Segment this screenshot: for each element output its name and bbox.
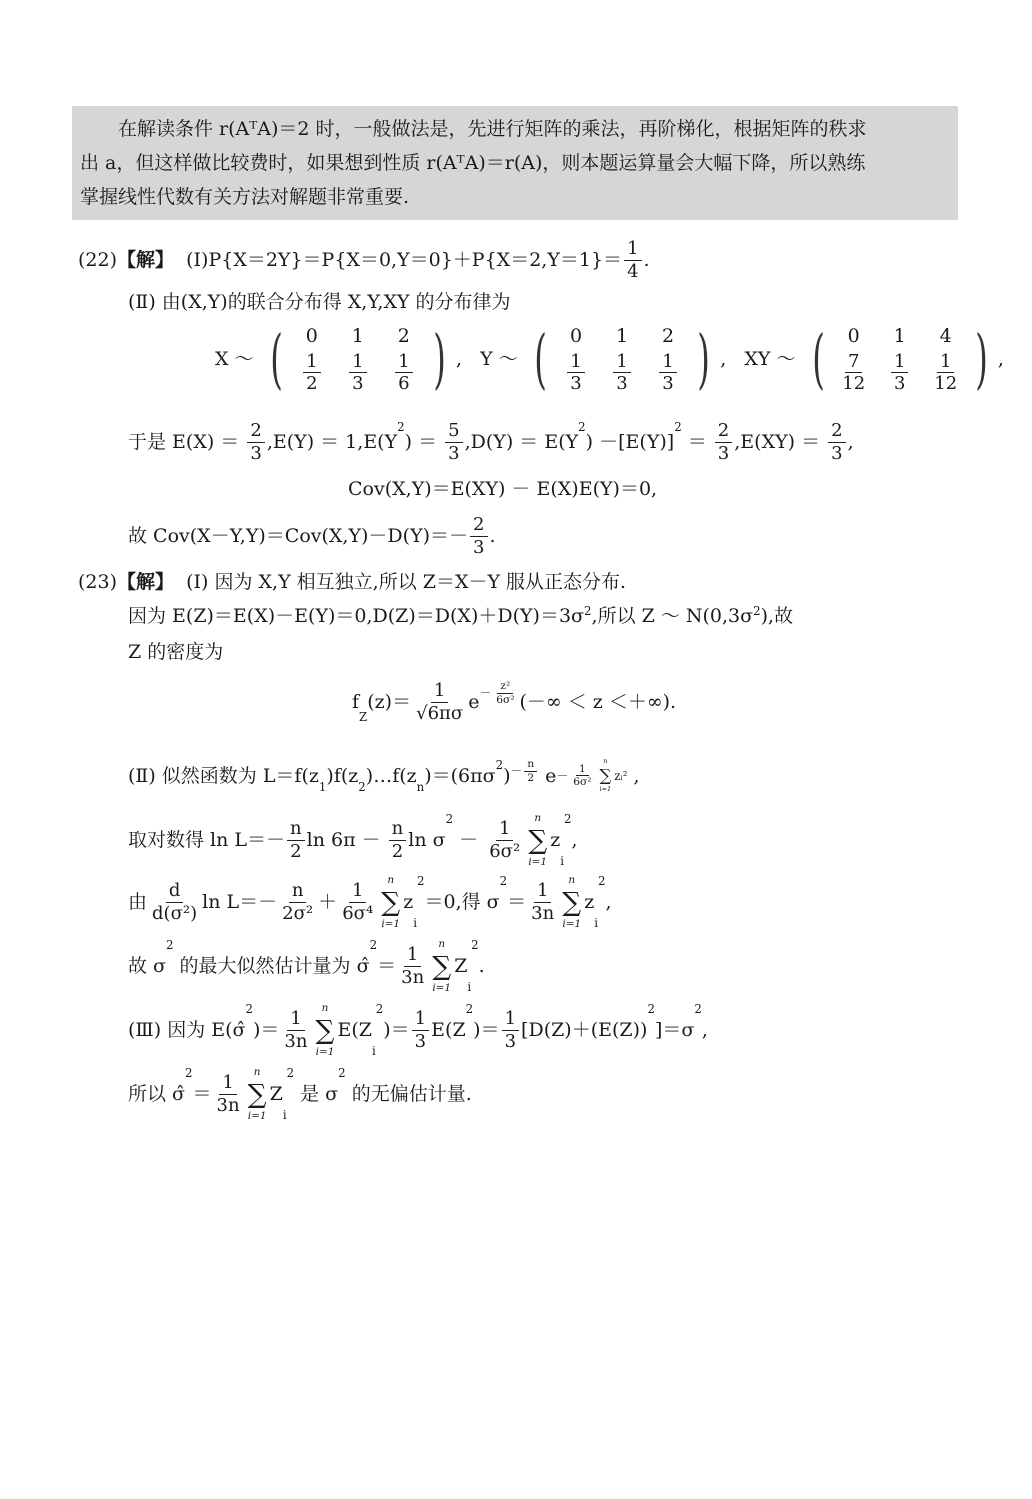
fraction bbox=[659, 351, 676, 395]
right-paren: ) bbox=[433, 322, 446, 397]
math-text: 4 bbox=[939, 325, 952, 348]
math-text: ＝ bbox=[507, 890, 527, 913]
sum-upper: n bbox=[387, 874, 395, 886]
fraction bbox=[412, 1008, 429, 1052]
math-text: ) ＝ bbox=[404, 430, 444, 453]
numerator: 5 bbox=[445, 420, 462, 443]
superscript bbox=[245, 1002, 253, 1016]
solution-label: 【解】 bbox=[117, 571, 175, 593]
math-text: 2 bbox=[166, 938, 174, 952]
math-text: [D(Z)＋(E(Z)) bbox=[521, 1018, 648, 1041]
superscript bbox=[376, 1002, 384, 1016]
summation bbox=[381, 874, 400, 930]
sum-upper: n bbox=[438, 938, 446, 950]
math-text: z bbox=[614, 768, 621, 783]
numerator: 1 bbox=[576, 763, 589, 777]
sigma-symbol: ∑ bbox=[432, 950, 452, 982]
left-paren: ( bbox=[811, 322, 825, 397]
math-text: . bbox=[478, 954, 485, 977]
math-text: ,E(Y) ＝ 1,E(Y bbox=[266, 430, 398, 453]
superscript bbox=[446, 812, 454, 826]
math-text: )＝ bbox=[252, 1018, 280, 1041]
math-text: ln L＝－ bbox=[202, 890, 278, 913]
fraction bbox=[624, 238, 641, 282]
fraction bbox=[891, 351, 908, 395]
fraction bbox=[389, 818, 407, 862]
math-text: － bbox=[479, 686, 492, 701]
solution-22-part2-intro bbox=[128, 290, 511, 315]
denominator: 3 bbox=[893, 373, 906, 395]
math-text: )＝(6πσ bbox=[424, 764, 496, 787]
math-text: ]＝σ bbox=[654, 1018, 695, 1041]
math-text: 2 bbox=[753, 604, 761, 618]
math-text: (Ⅲ) 因为 E(σ̂ bbox=[128, 1018, 246, 1041]
numerator: 1 bbox=[349, 351, 366, 374]
denominator: 6 bbox=[398, 373, 410, 395]
superscript bbox=[694, 1002, 702, 1016]
denominator: 3 bbox=[250, 442, 262, 464]
summation bbox=[599, 758, 611, 794]
subscript: i bbox=[282, 1108, 287, 1123]
summation bbox=[316, 1002, 335, 1058]
math-text: 2 bbox=[465, 1002, 474, 1016]
denominator: 6σ⁴ bbox=[342, 902, 374, 924]
sum-lower: i=1 bbox=[315, 1045, 335, 1058]
mle-line bbox=[128, 938, 485, 994]
right-paren: ) bbox=[697, 322, 710, 397]
denominator: 2σ² bbox=[282, 902, 314, 924]
remark-line: 在解读条件 r(AᵀA)＝2 时，一般做法是，先进行矩阵的乘法，再阶梯化，根据矩阵的秩求 bbox=[80, 118, 867, 140]
fraction bbox=[493, 680, 517, 706]
math-text: ln σ bbox=[408, 828, 446, 851]
superscript bbox=[479, 680, 519, 706]
numerator: 1 bbox=[613, 351, 630, 374]
math-text: 是 σ bbox=[294, 1082, 339, 1105]
sum-lower: i=1 bbox=[599, 784, 612, 793]
numerator: 1 bbox=[395, 351, 412, 374]
math-text: , bbox=[997, 348, 1004, 371]
sum-upper: n bbox=[603, 757, 608, 765]
math-text: 2 bbox=[397, 325, 410, 348]
fraction bbox=[214, 1072, 243, 1116]
math-text: 2 bbox=[647, 1002, 655, 1016]
fraction bbox=[486, 818, 523, 862]
sigma-symbol: ∑ bbox=[528, 824, 548, 856]
matrix-grid bbox=[553, 324, 691, 395]
superscript bbox=[500, 874, 508, 888]
fraction bbox=[398, 944, 427, 988]
superscript bbox=[584, 604, 592, 618]
numerator: 7 bbox=[845, 351, 862, 374]
math-text: － bbox=[556, 768, 569, 783]
numerator: 1 bbox=[287, 1008, 304, 1031]
math-text: 0 bbox=[305, 325, 318, 348]
superscript bbox=[647, 1002, 655, 1016]
denominator: 3 bbox=[352, 373, 364, 395]
math-text: － bbox=[510, 764, 523, 779]
denominator: 3n bbox=[284, 1030, 308, 1052]
math-text: (Ⅱ) 由(X,Y)的联合分布得 X,Y,XY 的分布律为 bbox=[128, 291, 511, 313]
likelihood-line bbox=[128, 758, 640, 794]
math-text: 因为 E(Z)＝E(X)－E(Y)＝0,D(Z)＝D(X)＋D(Y)＝3σ bbox=[128, 605, 585, 627]
math-text: 1 bbox=[893, 325, 906, 348]
subscript: i bbox=[467, 980, 472, 995]
math-text: ln 6π － bbox=[306, 828, 387, 851]
math-text: 1 bbox=[351, 325, 364, 348]
math-text: 的最大似然估计量为 σ̂ bbox=[173, 954, 370, 977]
math-text: － bbox=[453, 828, 485, 851]
denominator: 3 bbox=[570, 373, 582, 395]
math-text: 2 bbox=[495, 758, 504, 772]
fraction bbox=[828, 420, 845, 464]
math-text: 2 bbox=[578, 420, 586, 434]
superscript bbox=[338, 1066, 346, 1080]
covariance-line bbox=[348, 477, 657, 502]
math-text: 取对数得 ln L＝－ bbox=[128, 828, 286, 851]
denominator: 3 bbox=[831, 442, 843, 464]
remark-line: 出 a，但这样做比较费时，如果想到性质 r(AᵀA)＝r(A)，则本题运算量会大幅下降，所以熟练 bbox=[80, 152, 866, 174]
numerator: 1 bbox=[937, 351, 954, 374]
math-text: ,E(XY) ＝ bbox=[734, 430, 827, 453]
fraction bbox=[281, 1008, 310, 1052]
fraction bbox=[149, 880, 200, 924]
fraction bbox=[287, 818, 305, 862]
fraction bbox=[567, 351, 584, 395]
subscript: i bbox=[594, 916, 599, 931]
fraction bbox=[524, 758, 537, 784]
math-text: , bbox=[571, 828, 578, 851]
fraction bbox=[339, 880, 376, 924]
math-text: 2 bbox=[338, 1066, 346, 1080]
math-text: )＝ bbox=[473, 1018, 500, 1041]
math-text: , bbox=[701, 1018, 708, 1041]
math-text: , XY ～ bbox=[720, 348, 802, 371]
subscript: i bbox=[371, 1044, 376, 1059]
math-text: X ～ bbox=[215, 348, 260, 371]
math-text: 2 bbox=[245, 1002, 253, 1016]
denominator: 3 bbox=[662, 373, 674, 395]
denominator: √6πσ bbox=[416, 702, 464, 724]
superscript bbox=[753, 604, 761, 618]
numerator: d bbox=[166, 880, 184, 903]
numerator: 1 bbox=[502, 1008, 519, 1031]
superscript bbox=[166, 938, 174, 952]
sum-lower: i=1 bbox=[381, 917, 401, 930]
superscript bbox=[556, 758, 627, 794]
math-text: 2 bbox=[499, 874, 508, 888]
fraction bbox=[502, 1008, 519, 1052]
math-text: z bbox=[403, 890, 414, 913]
math-text: , Y ～ bbox=[456, 348, 524, 371]
math-text: , bbox=[627, 764, 640, 787]
sum-upper: n bbox=[534, 812, 542, 824]
denominator: d(σ²) bbox=[152, 902, 198, 924]
math-text: ᵢ² bbox=[620, 768, 628, 783]
math-text: 2 bbox=[445, 812, 454, 826]
math-text: z bbox=[584, 890, 595, 913]
math-text: 2 bbox=[694, 1002, 702, 1016]
superscript bbox=[598, 874, 606, 888]
denominator: 3 bbox=[473, 536, 485, 558]
denominator: 3n bbox=[216, 1094, 240, 1116]
math-text: e bbox=[539, 764, 557, 787]
numerator: 2 bbox=[715, 420, 732, 443]
denominator: 6σ² bbox=[496, 693, 515, 706]
summation bbox=[432, 938, 451, 994]
numerator: 2 bbox=[470, 514, 487, 537]
sigma-symbol: ∑ bbox=[599, 765, 612, 785]
denominator: 6σ² bbox=[573, 776, 592, 789]
math-text: (z)＝ bbox=[367, 690, 412, 713]
denominator: 3 bbox=[414, 1030, 427, 1052]
sum-upper: n bbox=[321, 1002, 329, 1014]
numerator: 1 bbox=[349, 880, 366, 903]
math-text: . bbox=[489, 524, 496, 547]
fraction bbox=[413, 680, 466, 724]
math-text: (Ⅰ) 因为 X,Y 相互独立,所以 Z＝X－Y 服从正态分布. bbox=[174, 571, 627, 593]
numerator: n bbox=[389, 818, 407, 841]
superscript bbox=[674, 420, 682, 434]
distribution-matrices bbox=[215, 324, 1004, 395]
math-text: )f(z bbox=[326, 764, 359, 787]
covariance-result bbox=[128, 514, 496, 558]
math-text: ＝ bbox=[192, 1082, 212, 1105]
denominator: 2 bbox=[290, 840, 302, 862]
math-text: 由 bbox=[128, 890, 148, 913]
superscript bbox=[417, 874, 425, 888]
denominator: 12 bbox=[934, 373, 958, 395]
numerator: n bbox=[287, 818, 305, 841]
math-text: ),故 bbox=[760, 605, 794, 627]
solution-label: 【解】 bbox=[117, 248, 175, 271]
superscript bbox=[397, 420, 405, 434]
sigma-symbol: ∑ bbox=[315, 1014, 335, 1046]
summation bbox=[562, 874, 581, 930]
fraction bbox=[445, 420, 462, 464]
superscript bbox=[287, 1066, 295, 1080]
numerator: z² bbox=[497, 680, 513, 694]
distribution-matrix bbox=[528, 324, 716, 395]
math-text: , bbox=[605, 890, 612, 913]
math-text: 1 bbox=[615, 325, 629, 348]
distribution-matrix bbox=[806, 324, 994, 395]
denominator: 2 bbox=[391, 840, 404, 862]
right-paren: ) bbox=[975, 322, 988, 397]
solution-23-part1 bbox=[78, 570, 626, 595]
math-text: E(Z bbox=[431, 1018, 466, 1041]
superscript bbox=[496, 758, 504, 772]
unbiased-conclusion bbox=[128, 1066, 472, 1122]
math-text: f bbox=[352, 690, 360, 713]
fraction bbox=[303, 351, 320, 395]
superscript bbox=[471, 938, 479, 952]
math-text: 2 bbox=[564, 812, 572, 826]
fraction bbox=[570, 763, 594, 789]
superscript bbox=[185, 1066, 193, 1080]
math-text: Cov(X,Y)＝E(XY) － E(X)E(Y)＝0, bbox=[348, 478, 658, 500]
math-text: (Ⅱ) 似然函数为 L＝f(z bbox=[128, 764, 319, 787]
variance-line bbox=[128, 604, 793, 629]
fraction bbox=[715, 420, 732, 464]
denominator: 3 bbox=[717, 442, 730, 464]
denominator: 3 bbox=[504, 1030, 517, 1052]
log-likelihood-line bbox=[128, 812, 578, 868]
math-text: ＝ bbox=[377, 954, 397, 977]
density-intro bbox=[128, 640, 223, 665]
math-text: 2 bbox=[397, 420, 405, 434]
math-text: Z 的密度为 bbox=[128, 641, 224, 663]
distribution-matrix bbox=[264, 324, 452, 395]
subscript: Z bbox=[359, 710, 368, 725]
fraction bbox=[279, 880, 316, 924]
math-text: 2 bbox=[471, 938, 479, 952]
math-text: 2 bbox=[286, 1066, 295, 1080]
superscript bbox=[511, 758, 540, 784]
matrix-grid bbox=[831, 324, 969, 395]
math-text: ) bbox=[503, 764, 511, 787]
fraction bbox=[528, 880, 557, 924]
denominator: 6σ² bbox=[489, 840, 521, 862]
math-text: ) －[E(Y)] bbox=[585, 430, 675, 453]
numerator: 1 bbox=[659, 351, 676, 374]
denominator: 3 bbox=[448, 442, 460, 464]
fraction bbox=[470, 514, 487, 558]
superscript bbox=[370, 938, 378, 952]
sigma-symbol: ∑ bbox=[381, 886, 401, 918]
summation bbox=[248, 1066, 267, 1122]
math-text: 2 bbox=[185, 1066, 193, 1080]
summation bbox=[528, 812, 547, 868]
sum-upper: n bbox=[568, 874, 576, 886]
math-text: 2 bbox=[661, 325, 675, 348]
numerator: 1 bbox=[891, 351, 908, 374]
left-paren: ( bbox=[534, 322, 547, 397]
math-text: (22) bbox=[78, 248, 118, 271]
math-text: . bbox=[643, 248, 650, 271]
math-text: ,所以 Z ～ N(0,3σ bbox=[591, 605, 754, 627]
math-text: 2 bbox=[369, 938, 378, 952]
math-text: (Ⅰ)P{X＝2Y}＝P{X＝0,Y＝0}＋P{X＝2,Y＝1}＝ bbox=[174, 248, 623, 271]
sum-upper: n bbox=[253, 1066, 261, 1078]
denominator: 2 bbox=[306, 373, 318, 395]
fraction bbox=[931, 351, 960, 395]
sum-lower: i=1 bbox=[247, 1109, 267, 1122]
math-text: (23) bbox=[78, 571, 118, 593]
math-text: e bbox=[468, 690, 480, 713]
denominator: 3 bbox=[616, 373, 628, 395]
denominator: 12 bbox=[842, 373, 866, 395]
numerator: 1 bbox=[412, 1008, 429, 1031]
sum-lower: i=1 bbox=[432, 981, 452, 994]
left-paren: ( bbox=[269, 322, 283, 397]
fraction bbox=[839, 351, 868, 395]
sigma-symbol: ∑ bbox=[562, 886, 582, 918]
superscript bbox=[564, 812, 572, 826]
math-text: 2 bbox=[598, 874, 606, 888]
denominator: 3n bbox=[531, 902, 555, 924]
unbiased-check-line bbox=[128, 1002, 708, 1058]
math-text: ,D(Y) ＝ E(Y bbox=[464, 430, 579, 453]
numerator: 1 bbox=[567, 351, 584, 374]
math-text: 所以 σ̂ bbox=[128, 1082, 186, 1105]
math-text: 2 bbox=[674, 420, 682, 434]
math-text: 0 bbox=[569, 325, 583, 348]
math-text: 故 σ bbox=[128, 954, 167, 977]
math-text: z bbox=[550, 828, 561, 851]
math-text: Z bbox=[454, 954, 468, 977]
numerator: 1 bbox=[219, 1072, 236, 1095]
numerator: 1 bbox=[404, 944, 421, 967]
numerator: 2 bbox=[247, 420, 264, 443]
remark-box bbox=[72, 106, 958, 220]
math-text: )…f(z bbox=[365, 764, 417, 787]
math-text: ＝ bbox=[681, 430, 713, 453]
subscript: n bbox=[416, 779, 425, 794]
numerator: 1 bbox=[534, 880, 551, 903]
math-text: 的无偏估计量. bbox=[345, 1082, 472, 1105]
superscript bbox=[578, 420, 586, 434]
expectations-line bbox=[128, 420, 854, 464]
denominator: 3n bbox=[401, 966, 425, 988]
math-text: 2 bbox=[416, 874, 425, 888]
subscript: i bbox=[560, 854, 564, 869]
math-text: )＝ bbox=[383, 1018, 410, 1041]
subscript: i bbox=[413, 916, 417, 931]
superscript bbox=[466, 1002, 474, 1016]
math-text: (－∞ ＜ z ＜＋∞). bbox=[519, 690, 677, 713]
fraction bbox=[613, 351, 630, 395]
density-formula bbox=[352, 680, 676, 724]
math-text: E(Z bbox=[337, 1018, 372, 1041]
math-text: 2 bbox=[584, 604, 592, 618]
math-text: 于是 E(X) ＝ bbox=[128, 430, 246, 453]
derivative-line bbox=[128, 874, 612, 930]
fraction bbox=[247, 420, 264, 464]
math-text: 2 bbox=[375, 1002, 384, 1016]
subscript: 2 bbox=[358, 779, 366, 794]
math-text: , bbox=[847, 430, 854, 453]
denominator: 2 bbox=[527, 771, 535, 784]
math-text: ＋ bbox=[318, 890, 338, 913]
math-text: 0 bbox=[847, 325, 860, 348]
numerator: 1 bbox=[624, 238, 641, 261]
numerator: 1 bbox=[496, 818, 513, 841]
subscript: 1 bbox=[318, 779, 327, 794]
remark-line: 掌握线性代数有关方法对解题非常重要. bbox=[80, 186, 410, 208]
sum-lower: i=1 bbox=[562, 917, 582, 930]
fraction bbox=[349, 351, 366, 395]
matrix-grid bbox=[289, 324, 427, 395]
numerator: n bbox=[524, 758, 537, 772]
math-text: 故 Cov(X－Y,Y)＝Cov(X,Y)－D(Y)＝－ bbox=[128, 524, 469, 547]
denominator: 4 bbox=[627, 260, 639, 282]
math-text: ＝0,得 σ bbox=[424, 890, 500, 913]
math-text: Z bbox=[269, 1082, 283, 1105]
numerator: n bbox=[289, 880, 307, 903]
sum-lower: i=1 bbox=[528, 855, 548, 868]
sigma-symbol: ∑ bbox=[247, 1078, 267, 1110]
solution-22-part1 bbox=[78, 238, 650, 282]
fraction bbox=[395, 351, 412, 395]
numerator: 1 bbox=[431, 680, 448, 703]
numerator: 1 bbox=[303, 351, 320, 374]
numerator: 2 bbox=[828, 420, 845, 443]
